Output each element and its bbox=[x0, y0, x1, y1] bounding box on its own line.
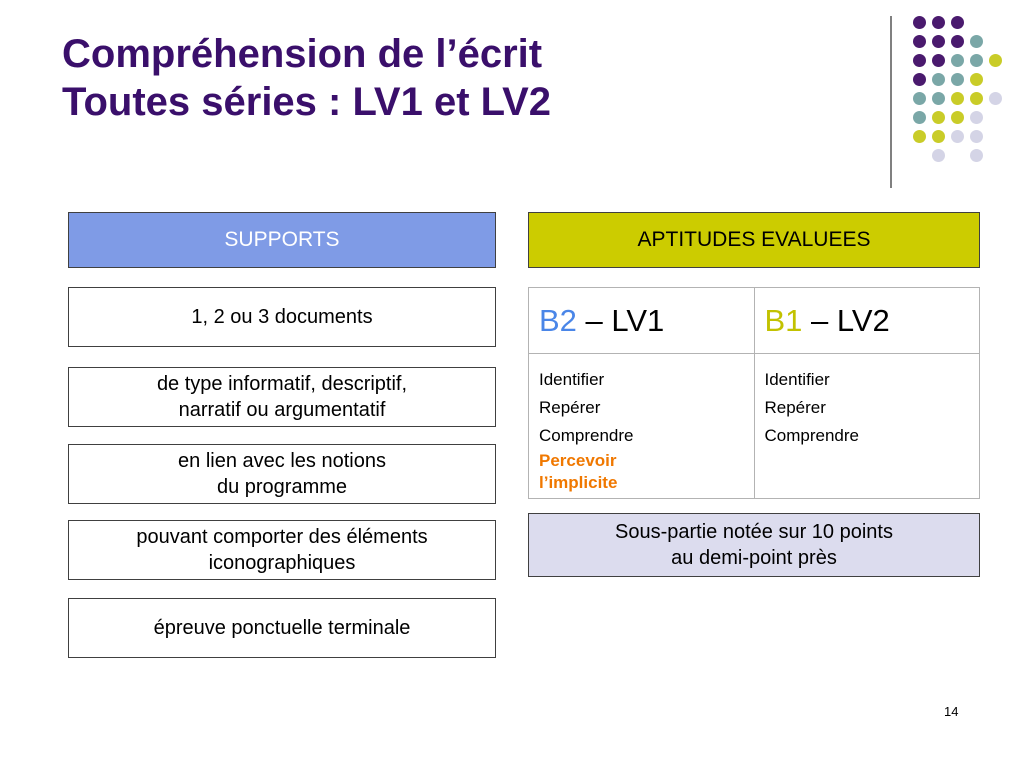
support-item-line: 1, 2 ou 3 documents bbox=[191, 306, 373, 328]
decor-dot bbox=[970, 54, 983, 67]
lv1-column bbox=[529, 288, 754, 498]
supports-header bbox=[68, 212, 496, 268]
support-item-line: iconographiques bbox=[208, 552, 356, 574]
support-item-line: du programme bbox=[216, 476, 348, 498]
decor-dot bbox=[932, 130, 945, 143]
support-item-line: narratif ou argumentatif bbox=[178, 399, 386, 421]
lv2-column bbox=[754, 288, 980, 498]
decor-dot bbox=[989, 92, 1002, 105]
support-item bbox=[68, 444, 496, 504]
decor-dot bbox=[951, 73, 964, 86]
decor-dot bbox=[989, 54, 1002, 67]
lv1-language: – LV1 bbox=[576, 302, 665, 338]
support-item-line: épreuve ponctuelle terminale bbox=[153, 617, 411, 639]
skill-item: Repérer bbox=[539, 398, 601, 417]
decor-dot bbox=[951, 130, 964, 143]
decor-dot bbox=[913, 130, 926, 143]
lv2-heading bbox=[755, 288, 980, 354]
decor-dot bbox=[932, 92, 945, 105]
lv2-language: – LV2 bbox=[802, 302, 890, 338]
highlight-skill: l’implicite bbox=[539, 473, 618, 492]
decor-dot bbox=[951, 111, 964, 124]
decor-dot bbox=[913, 92, 926, 105]
lv2-level: B1 bbox=[764, 302, 803, 338]
support-item bbox=[68, 598, 496, 658]
decor-dot bbox=[932, 149, 945, 162]
aptitudes-header bbox=[528, 212, 980, 268]
highlight-skill: Percevoir bbox=[539, 451, 617, 470]
page-number: 14 bbox=[944, 704, 959, 719]
supports-header-label: SUPPORTS bbox=[224, 228, 340, 251]
decor-dot bbox=[970, 130, 983, 143]
decor-dot bbox=[951, 35, 964, 48]
decor-dot bbox=[951, 16, 964, 29]
lv1-level: B2 bbox=[539, 302, 577, 338]
title-line-1: Compréhension de l’écrit bbox=[62, 32, 543, 76]
decor-dot bbox=[932, 73, 945, 86]
support-item bbox=[68, 287, 496, 347]
decor-dot bbox=[970, 92, 983, 105]
lv2-skills bbox=[755, 354, 980, 450]
skill-item: Identifier bbox=[539, 370, 605, 389]
decor-dot bbox=[913, 54, 926, 67]
decor-dot bbox=[951, 54, 964, 67]
skill-item: Comprendre bbox=[764, 426, 859, 445]
slide-title bbox=[62, 30, 551, 126]
decor-dot bbox=[970, 149, 983, 162]
scoring-note bbox=[528, 513, 980, 577]
skill-item: Repérer bbox=[764, 398, 826, 417]
decor-dot bbox=[932, 35, 945, 48]
title-line-2: Toutes séries : LV1 et LV2 bbox=[62, 80, 552, 124]
divider-line bbox=[890, 16, 892, 188]
lv1-heading bbox=[529, 288, 754, 354]
levels-table bbox=[528, 287, 980, 499]
skill-item: Comprendre bbox=[539, 426, 634, 445]
decor-dot bbox=[932, 16, 945, 29]
decor-dot bbox=[970, 35, 983, 48]
support-item bbox=[68, 520, 496, 580]
decor-dot bbox=[932, 111, 945, 124]
decor-dot bbox=[913, 111, 926, 124]
support-item-line: en lien avec les notions bbox=[178, 450, 386, 472]
scoring-note-line: Sous-partie notée sur 10 points bbox=[615, 521, 893, 543]
decor-dot bbox=[970, 111, 983, 124]
decor-dot bbox=[913, 35, 926, 48]
decor-dot bbox=[951, 92, 964, 105]
support-item-line: pouvant comporter des éléments bbox=[136, 526, 428, 548]
decor-dot bbox=[913, 16, 926, 29]
decor-dot bbox=[970, 73, 983, 86]
lv1-skills bbox=[529, 354, 754, 494]
scoring-note-line: au demi-point près bbox=[671, 547, 837, 569]
skill-item: Identifier bbox=[764, 370, 830, 389]
support-item bbox=[68, 367, 496, 427]
aptitudes-header-label: APTITUDES EVALUEES bbox=[637, 228, 871, 251]
support-item-line: de type informatif, descriptif, bbox=[156, 373, 408, 395]
decor-dot bbox=[913, 73, 926, 86]
decor-dot bbox=[932, 54, 945, 67]
